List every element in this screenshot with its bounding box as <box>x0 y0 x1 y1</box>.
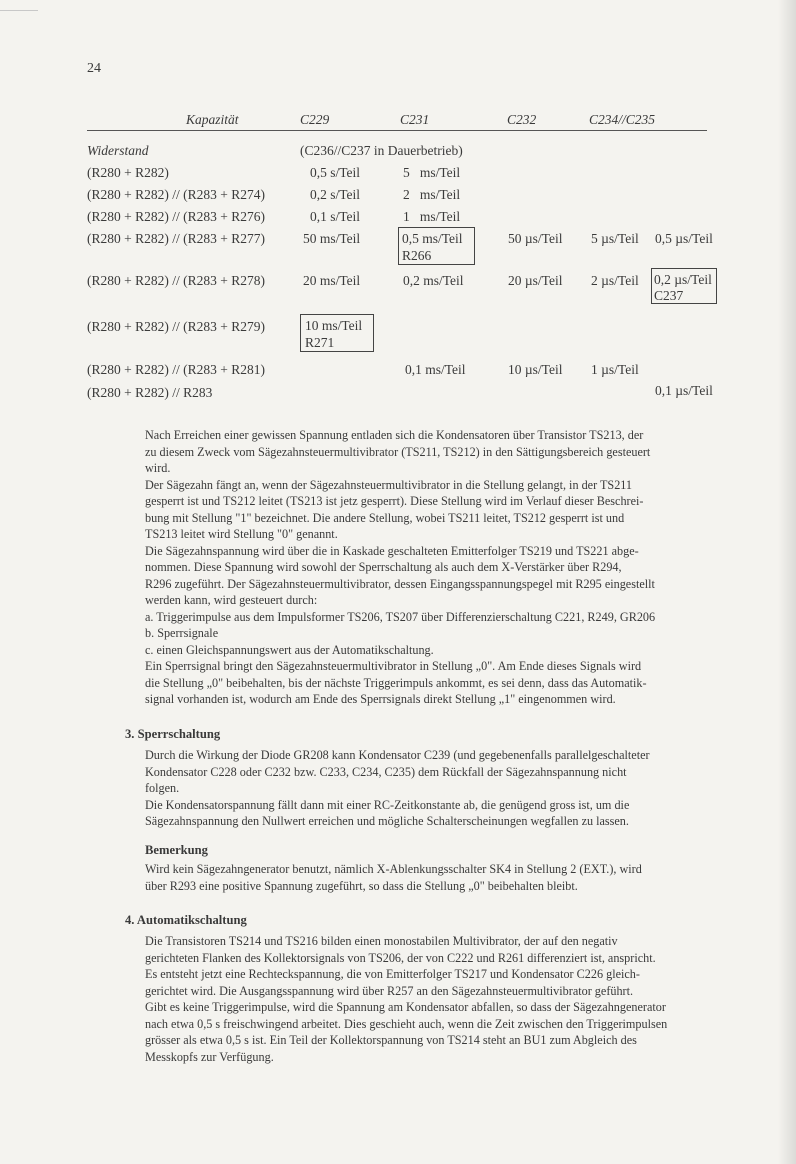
text-line: zu diesem Zweck vom Sägezahnsteuermultivibrator (TS211, TS212) in den Sättigungsbereich gesteuert <box>145 444 651 459</box>
text-line: bung mit Stellung "1" bezeichnet. Die andere Stellung, wobei TS211 leitet, TS212 gesperrt ist und <box>145 510 625 525</box>
header-resistor: Widerstand <box>87 143 149 158</box>
row-label: (R280 + R282) // (R283 + R277) <box>87 231 265 246</box>
cell-c234: 2 µs/Teil <box>591 273 639 288</box>
header-c234-c235: C234//C235 <box>589 112 656 127</box>
text-line: Nach Erreichen einer gewissen Spannung entladen sich die Kondensatoren über Transistor TS213, der <box>145 428 644 442</box>
intro-text <box>145 427 745 708</box>
text-line: gerichteten Flanken des Kollektorsignals von TS206, der von C222 und R261 differenziert ist, anspricht. <box>145 950 656 965</box>
row-label: (R280 + R282) // (R283 + R281) <box>87 362 265 377</box>
text-line: R296 zugeführt. Der Sägezahnsteuermultivibrator, dessen Eingangsspannungspegel mit R295 eingestellt <box>145 576 655 591</box>
cell-c231: 2 ms/Teil <box>403 187 461 202</box>
cell-c232: 20 µs/Teil <box>508 273 563 288</box>
text-line: signal vorhanden ist, wodurch am Ende des Sperrsignals direkt Stellung „1" eingenommen wird. <box>145 692 616 706</box>
cell-c235-sub: C237 <box>654 288 684 303</box>
text-line: Die Transistoren TS214 und TS216 bilden einen monostabilen Multivibrator, der auf den negativ <box>145 934 618 948</box>
header-capacity: Kapazität <box>186 112 239 127</box>
boxed-cell-r266 <box>398 227 475 265</box>
text-line: nommen. Diese Spannung wird sowohl der Sperrschaltung als auch dem X-Verstärker über R294, <box>145 560 622 574</box>
text-line: werden kann, wird gesteuert durch: <box>145 593 318 607</box>
cell-c235: 0,1 µs/Teil <box>655 383 713 398</box>
cell-c232: 50 µs/Teil <box>508 231 563 246</box>
text-line: c. einen Gleichspannungswert aus der Automatikschaltung. <box>145 642 434 657</box>
text-line: Die Sägezahnspannung wird über die in Kaskade geschalteten Emitterfolger TS219 und TS221 abge- <box>145 543 639 558</box>
text-line: a. Triggerimpulse aus dem Impulsformer TS206, TS207 über Differenzierschaltung C221, R249, GR206 <box>145 609 656 624</box>
row-label: (R280 + R282) // (R283 + R279) <box>87 319 265 334</box>
text-line: nach etwa 0,5 s freischwingend arbeitet. Dies geschieht auch, wenn die Zeit zwischen den Triggerimpulsen <box>145 1016 668 1031</box>
cell-c234: 1 µs/Teil <box>591 362 639 377</box>
text-line: Messkopfs zur Verfügung. <box>145 1049 274 1064</box>
header-c229: C229 <box>300 112 330 127</box>
row-label: (R280 + R282) <box>87 165 169 180</box>
cell-c235: 0,2 µs/Teil <box>654 272 712 287</box>
text-line: Kondensator C228 oder C232 bzw. C233, C234, C235) dem Rückfall der Sägezahnspannung nicht <box>145 764 627 779</box>
section-3-heading: 3. Sperrschaltung <box>125 727 221 741</box>
cell-c231: 1 ms/Teil <box>403 209 461 224</box>
row-label: (R280 + R282) // (R283 + R274) <box>87 187 265 202</box>
cell-c234: 5 µs/Teil <box>591 231 639 246</box>
text-line: gesperrt ist und TS212 leitet (TS213 ist jetz gesperrt). Diese Stellung wird im Verlauf dieser Beschrei- <box>145 494 644 508</box>
text-line: Sägezahnspannung den Nullwert erreichen und mögliche Schalterscheinungen wegfallen zu lassen. <box>145 814 629 828</box>
text-line: gerichtet wird. Die Ausgangsspannung wird über R257 an den Sägezahnsteuermultivibrator geführt. <box>145 983 634 998</box>
text-line: Durch die Wirkung der Diode GR208 kann Kondensator C239 (und gegebenenfalls parallelgeschalteter <box>145 748 650 762</box>
text-line: grösser als etwa 0,5 s ist. Ein Teil der Kollektorspannung von TS214 steht an BU1 zum Abgleich des <box>145 1033 637 1047</box>
section-3-text <box>145 747 745 830</box>
text-line: Es entsteht jetzt eine Rechteckspannung, die von Emitterfolger TS217 und Kondensator C226 gleich- <box>145 967 640 981</box>
text-line: die Stellung „0" beibehalten, bis der nächste Triggerimpuls ankommt, es sei denn, dass das Automatik- <box>145 675 647 690</box>
text-line: Wird kein Sägezahngenerator benutzt, nämlich X-Ablenkungsschalter SK4 in Stellung 2 (EXT.), wird <box>145 862 642 876</box>
cell-c229: 0,1 s/Teil <box>310 209 361 224</box>
text-line: wird. <box>145 461 171 475</box>
text-line: folgen. <box>145 781 180 795</box>
boxed-cell-c237 <box>651 268 717 304</box>
header-c231: C231 <box>400 112 430 127</box>
text-line: Die Kondensatorspannung fällt dann mit einer RC-Zeitkonstante ab, die genügend gross ist, um die <box>145 797 630 812</box>
text-line: Der Sägezahn fängt an, wenn der Sägezahnsteuermultivibrator in die Stellung gelangt, in der TS211 <box>145 477 633 492</box>
section-4-text <box>145 933 745 1065</box>
row-label: (R280 + R282) // (R283 + R276) <box>87 209 265 224</box>
row-label: (R280 + R282) // (R283 + R278) <box>87 273 265 288</box>
cell-c229: 20 ms/Teil <box>303 273 361 288</box>
remark-heading: Bemerkung <box>145 843 208 857</box>
row-label: (R280 + R282) // R283 <box>87 385 213 400</box>
text-line: Ein Sperrsignal bringt den Sägezahnsteuermultivibrator in Stellung „0". Am Ende dieses Signals wird <box>145 659 642 673</box>
cell-c229: 10 ms/Teil <box>305 318 363 333</box>
cell-c231: 0,1 ms/Teil <box>405 362 466 377</box>
cell-c235: 0,5 µs/Teil <box>655 231 713 246</box>
cell-c229-sub: R271 <box>305 335 335 350</box>
cell-c231: 5 ms/Teil <box>403 165 461 180</box>
cell-c231: 0,5 ms/Teil <box>402 231 463 246</box>
header-c232: C232 <box>507 112 537 127</box>
page-number: 24 <box>87 61 101 76</box>
cell-c231: 0,2 ms/Teil <box>403 273 464 288</box>
scan-edge-line <box>0 10 38 11</box>
cell-c229: 50 ms/Teil <box>303 231 361 246</box>
text-line: TS213 leitet wird Stellung "0" genannt. <box>145 527 338 541</box>
cell-c232: 10 µs/Teil <box>508 362 563 377</box>
remark-text <box>145 861 745 894</box>
table-note: (C236//C237 in Dauerbetrieb) <box>300 143 463 158</box>
cell-c229: 0,5 s/Teil <box>310 165 361 180</box>
cell-c229: 0,2 s/Teil <box>310 187 361 202</box>
boxed-cell-r271 <box>300 314 374 352</box>
header-rule <box>87 130 707 131</box>
page-shadow <box>778 0 796 1164</box>
text-line: b. Sperrsignale <box>145 626 219 640</box>
section-4-heading: 4. Automatikschaltung <box>125 913 247 927</box>
text-line: Gibt es keine Triggerimpulse, wird die Spannung am Kondensator abfallen, so dass der Sägezahngenerator <box>145 1000 666 1014</box>
cell-c231-sub: R266 <box>402 248 432 263</box>
text-line: über R293 eine positive Spannung zugeführt, so dass die Stellung „0" beibehalten bleibt. <box>145 878 578 893</box>
